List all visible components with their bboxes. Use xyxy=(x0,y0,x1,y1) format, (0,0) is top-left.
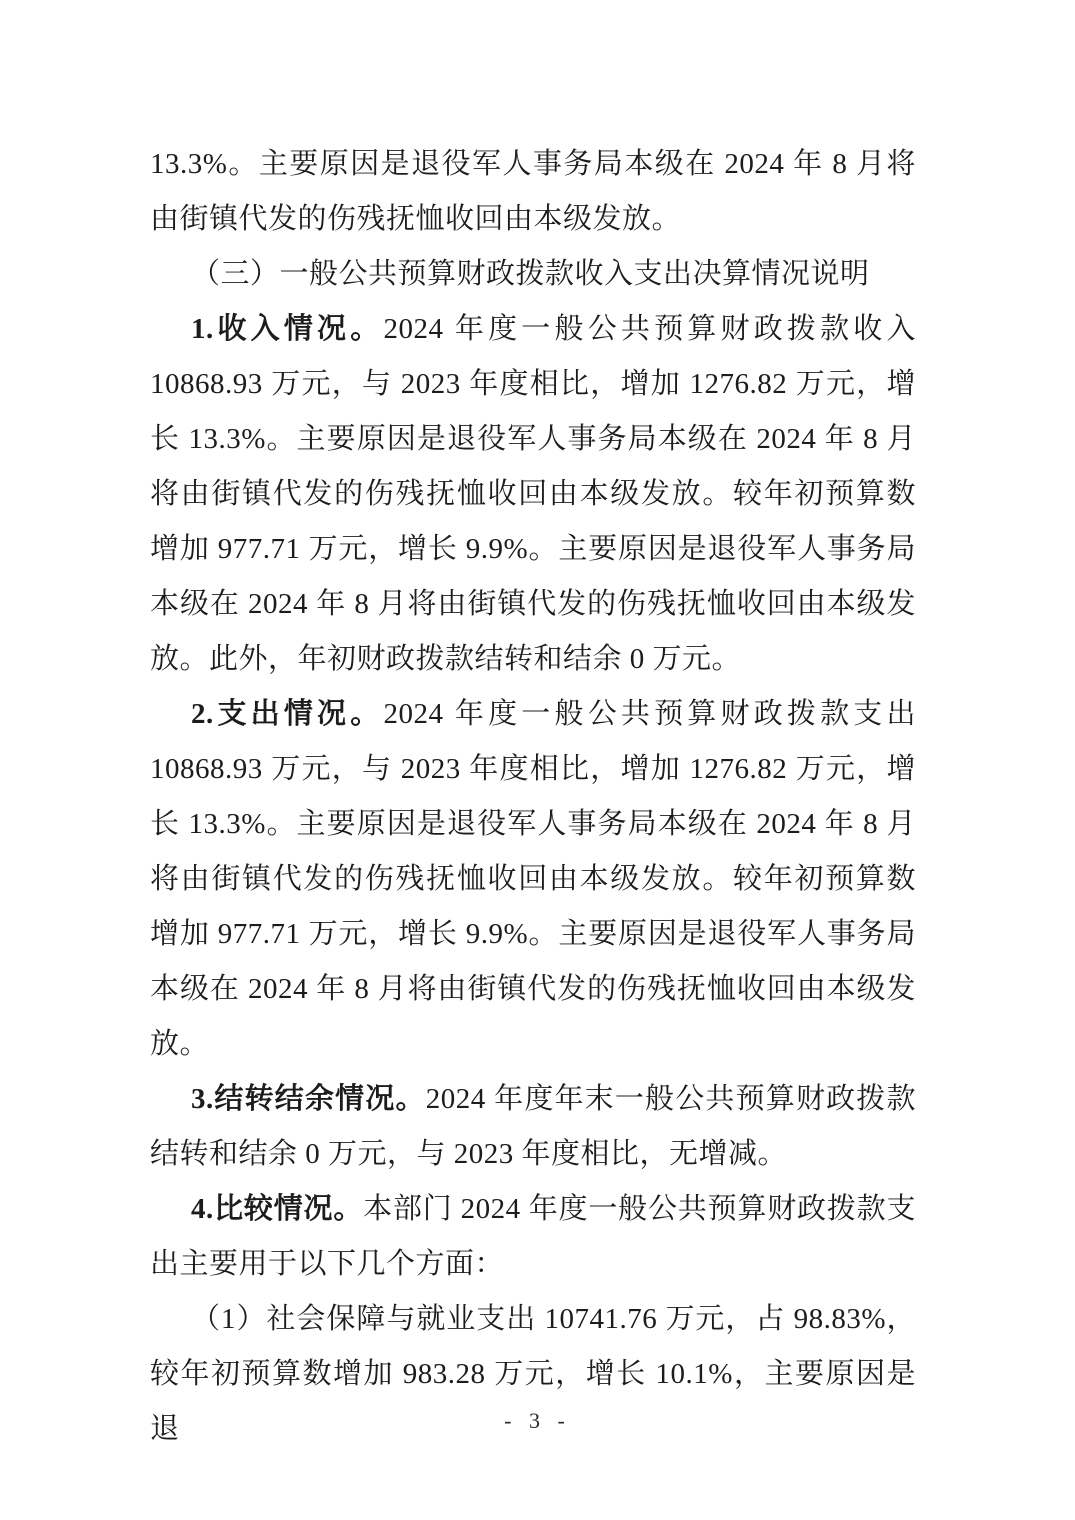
paragraph-lead: 3.结转结余情况。 xyxy=(191,1083,426,1115)
page-number: - 3 - xyxy=(504,1408,571,1433)
paragraph-text: 2024 年度一般公共预算财政拨款支出 10868.93 万元，与 2023 年度相比，增加 1276.82 万元，增长 13.3%。主要原因是退役军人事务局本级在 2024 年 8 月将由街镇代发的伤残抚恤收回由本级发放。较年初预算数增加 977.71 万元，增长 9.9%。主要原因是退役军人事务局本级在 2024 年 8 月将由街镇代发的伤残抚恤收回由本级发放。 xyxy=(150,698,916,1060)
paragraph-text: 本部门 2024 年度一般公共预算财政拨款支出主要用于以下几个方面： xyxy=(150,1193,916,1280)
heading-section-three xyxy=(150,247,916,302)
paragraph-lead: 4.比较情况。 xyxy=(191,1193,364,1225)
para-expenditure-situation xyxy=(150,687,916,1072)
para-continuation-growth xyxy=(150,137,916,247)
paragraph-text: 13.3%。主要原因是退役军人事务局本级在 2024 年 8 月将由街镇代发的伤残抚恤收回由本级发放。 xyxy=(150,148,916,235)
para-income-situation xyxy=(150,302,916,687)
paragraph-text: （1）社会保障与就业支出 10741.76 万元，占 98.83%，较年初预算数增加 983.28 万元，增长 10.1%，主要原因是退 xyxy=(150,1303,916,1445)
paragraph-lead: 1.收入情况。 xyxy=(191,313,384,345)
paragraph-text: 2024 年度一般公共预算财政拨款收入 10868.93 万元，与 2023 年度相比，增加 1276.82 万元，增长 13.3%。主要原因是退役军人事务局本级在 2024 年 8 月将由街镇代发的伤残抚恤收回由本级发放。较年初预算数增加 977.71 万元，增长 9.9%。主要原因是退役军人事务局本级在 2024 年 8 月将由街镇代发的伤残抚恤收回由本级发放。此外，年初财政拨款结转和结余 0 万元。 xyxy=(150,313,916,675)
para-comparison-situation xyxy=(150,1182,916,1292)
paragraph-text: （三）一般公共预算财政拨款收入支出决算情况说明 xyxy=(191,258,870,290)
para-carryover-situation xyxy=(150,1072,916,1182)
paragraph-text: 2024 年度年末一般公共预算财政拨款结转和结余 0 万元，与 2023 年度相比，无增减。 xyxy=(150,1083,916,1170)
document-body xyxy=(150,137,916,1457)
paragraph-lead: 2.支出情况。 xyxy=(191,698,384,730)
